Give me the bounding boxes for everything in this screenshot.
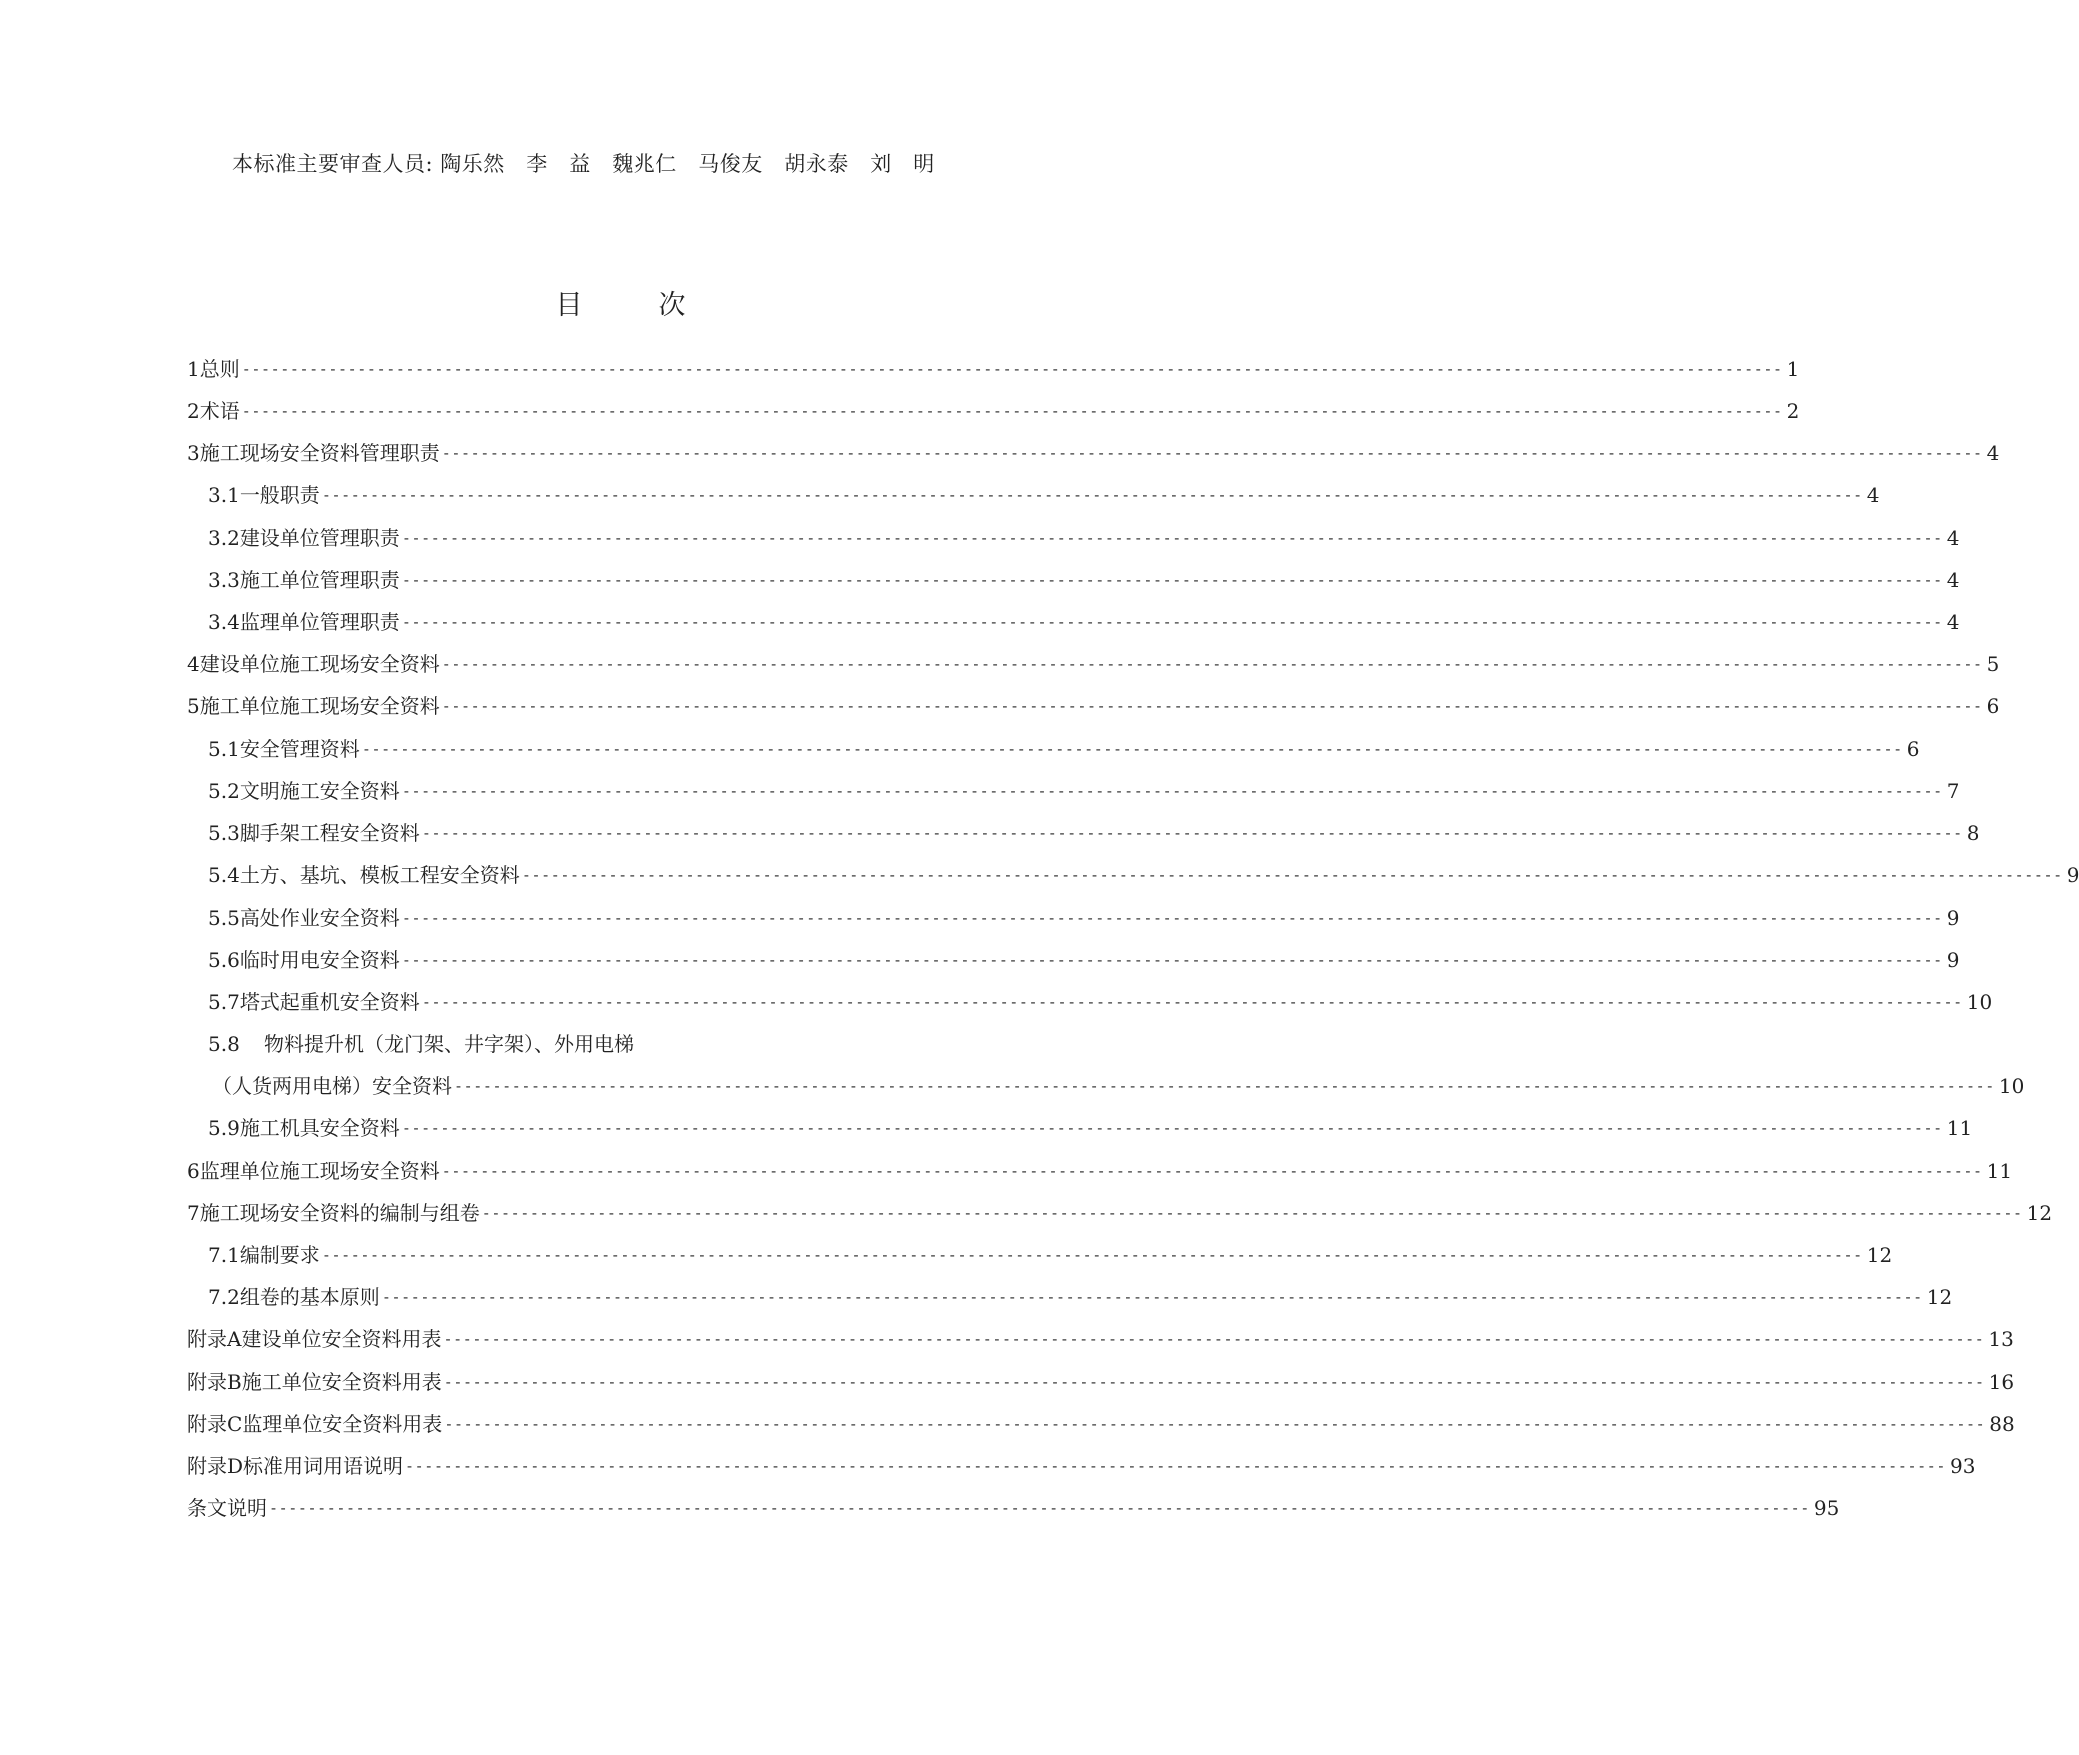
toc-entry-page: 2 <box>1786 399 1800 423</box>
toc-entry-label: 文明施工安全资料 <box>239 779 400 803</box>
toc-leader-dashes: ---------------------------------------------------------------------------------------------------------------------------------------------------------------- <box>401 613 1943 631</box>
toc-entry-number: 5.6 <box>208 948 240 972</box>
toc-leader-dashes: ---------------------------------------------------------------------------------------------------------------------------------------------------------------- <box>401 909 1943 927</box>
toc-leader-dashes: ---------------------------------------------------------------------------------------------------------------------------------------------------------------- <box>441 655 1983 673</box>
toc-entry-page: 4 <box>1866 483 1880 507</box>
toc-entry-label: 施工现场安全资料的编制与组卷 <box>199 1201 480 1225</box>
toc-entry-page: 10 <box>1998 1074 2025 1098</box>
toc-leader-dashes: ---------------------------------------------------------------------------------------------------------------------------------------------------------------- <box>441 1162 1983 1180</box>
toc-entry-page: 11 <box>1946 1116 1973 1140</box>
toc-leader-dashes: ---------------------------------------------------------------------------------------------------------------------------------------------------------------- <box>401 951 1943 969</box>
toc-entry[interactable] <box>187 649 2000 679</box>
toc-entry[interactable] <box>208 523 1960 553</box>
toc-entry-number: 5.4 <box>208 863 240 887</box>
toc-title-char-1: 目 <box>555 290 583 321</box>
toc-entry-number: 5.1 <box>208 737 240 761</box>
toc-entry-page: 4 <box>1946 610 1960 634</box>
toc-entry-number: 7 <box>187 1201 200 1225</box>
toc-leader-dashes: ---------------------------------------------------------------------------------------------------------------------------------------------------------------- <box>444 1415 1986 1433</box>
toc-entry-number: 4 <box>187 652 200 676</box>
toc-entry[interactable] <box>187 438 2000 468</box>
toc-entry-page: 6 <box>1986 694 2000 718</box>
toc-entry-page: 9 <box>2066 863 2079 887</box>
toc-entry-page: 4 <box>1986 441 2000 465</box>
toc-entry-label: 塔式起重机安全资料 <box>239 990 420 1014</box>
toc-entry-page: 93 <box>1949 1454 1976 1478</box>
toc-entry[interactable] <box>208 818 1980 848</box>
toc-entry[interactable] <box>208 987 1993 1017</box>
toc-entry[interactable] <box>208 776 1960 806</box>
toc-entry[interactable] <box>208 903 1960 933</box>
toc-entry-page: 13 <box>1988 1327 2014 1351</box>
toc-leader-dashes: ---------------------------------------------------------------------------------------------------------------------------------------------------------------- <box>421 824 1963 842</box>
toc-entry-page: 4 <box>1946 526 1960 550</box>
toc-entry-page: 95 <box>1813 1496 1840 1520</box>
toc-entry-number: 6 <box>187 1159 200 1183</box>
toc-entry[interactable] <box>187 1409 2015 1439</box>
toc-entry-number: 5.5 <box>208 906 240 930</box>
toc-entry-number: 3.2 <box>208 526 240 550</box>
toc-entry-label: 建设单位管理职责 <box>239 526 400 550</box>
toc-entry-label: 物料提升机（龙门架、井字架）、外用电梯 <box>264 1032 634 1056</box>
toc-entry-number: 附录B <box>187 1370 242 1394</box>
toc-entry[interactable] <box>208 480 1880 510</box>
toc-leader-dashes: ---------------------------------------------------------------------------------------------------------------------------------------------------------------- <box>401 1119 1943 1137</box>
toc-entry-label: 临时用电安全资料 <box>239 948 400 972</box>
toc-leader-dashes: ---------------------------------------------------------------------------------------------------------------------------------------------------------------- <box>321 1246 1863 1264</box>
toc-leader-dashes: ---------------------------------------------------------------------------------------------------------------------------------------------------------------- <box>401 782 1943 800</box>
toc-entry[interactable] <box>187 1324 2014 1354</box>
toc-leader-dashes: ---------------------------------------------------------------------------------------------------------------------------------------------------------------- <box>401 529 1943 547</box>
toc-entry-page: 6 <box>1906 737 1920 761</box>
toc-entry-label: 监理单位施工现场安全资料 <box>199 1159 440 1183</box>
toc-entry-label: 标准用词用语说明 <box>243 1454 404 1478</box>
toc-leader-dashes: ---------------------------------------------------------------------------------------------------------------------------------------------------------------- <box>443 1330 1985 1348</box>
toc-entry-page: 1 <box>1786 357 1800 381</box>
toc-entry[interactable] <box>208 565 1960 595</box>
toc-entry[interactable] <box>187 1451 1976 1481</box>
toc-entry-label: 高处作业安全资料 <box>239 906 400 930</box>
toc-entry-page: 10 <box>1966 990 1993 1014</box>
toc-entry-number: 7.2 <box>208 1285 240 1309</box>
toc-entry-number: 5.2 <box>208 779 240 803</box>
toc-entry-number: 2 <box>187 399 200 423</box>
toc-entry-number: 5.8 <box>208 1032 240 1056</box>
toc-entry-page: 11 <box>1986 1159 2013 1183</box>
toc-entry-page: 12 <box>2026 1201 2053 1225</box>
toc-entry-label: 术语 <box>199 399 240 423</box>
toc-entry-label: （人货两用电梯）安全资料 <box>212 1074 452 1098</box>
toc-entry-number: 附录D <box>187 1454 244 1478</box>
toc-entry[interactable] <box>187 1367 2015 1397</box>
toc-leader-dashes: ---------------------------------------------------------------------------------------------------------------------------------------------------------------- <box>241 360 1783 378</box>
toc-entry-page: 5 <box>1986 652 2000 676</box>
toc-entry[interactable] <box>208 945 1960 975</box>
toc-entry-label: 脚手架工程安全资料 <box>239 821 420 845</box>
toc-entry-number: 7.1 <box>208 1243 240 1267</box>
toc-entry-page: 12 <box>1866 1243 1893 1267</box>
toc-entry-label: 土方、基坑、模板工程安全资料 <box>239 863 520 887</box>
toc-entry[interactable] <box>187 1493 1840 1523</box>
toc-entry-label: 安全管理资料 <box>239 737 360 761</box>
toc-entry[interactable] <box>208 860 2079 890</box>
toc-entry-page: 16 <box>1988 1370 2015 1394</box>
toc-entry-page: 7 <box>1946 779 1960 803</box>
toc-leader-dashes: ---------------------------------------------------------------------------------------------------------------------------------------------------------------- <box>361 740 1903 758</box>
toc-entry[interactable] <box>187 1198 2053 1228</box>
toc-entry-label: 施工机具安全资料 <box>239 1116 400 1140</box>
toc-entry[interactable] <box>187 691 2000 721</box>
toc-entry-number: 1 <box>187 357 200 381</box>
toc-entry-number: 3 <box>187 441 200 465</box>
toc-entry[interactable] <box>208 1113 1973 1143</box>
toc-entry-number: 3.3 <box>208 568 240 592</box>
toc-entry-page: 8 <box>1966 821 1980 845</box>
toc-entry[interactable] <box>208 1282 1953 1312</box>
toc-entry-number: 5.3 <box>208 821 240 845</box>
toc-leader-dashes: ---------------------------------------------------------------------------------------------------------------------------------------------------------------- <box>401 571 1943 589</box>
toc-entry-page: 9 <box>1946 906 1960 930</box>
toc-entry-number: 5.7 <box>208 990 240 1014</box>
toc-leader-dashes: ---------------------------------------------------------------------------------------------------------------------------------------------------------------- <box>481 1204 2023 1222</box>
toc-leader-dashes: ---------------------------------------------------------------------------------------------------------------------------------------------------------------- <box>405 1457 1946 1475</box>
toc-entry[interactable] <box>187 396 1800 426</box>
toc-leader-dashes: ---------------------------------------------------------------------------------------------------------------------------------------------------------------- <box>441 444 1983 462</box>
toc-entry-label: 总则 <box>199 357 240 381</box>
toc-entry[interactable] <box>212 1071 2025 1101</box>
toc-entry-number: 5.9 <box>208 1116 240 1140</box>
toc-leader-dashes: ---------------------------------------------------------------------------------------------------------------------------------------------------------------- <box>521 866 2063 884</box>
toc-entry-label: 建设单位安全资料用表 <box>241 1327 442 1351</box>
toc-title-char-2: 次 <box>658 290 686 321</box>
toc-leader-dashes: ---------------------------------------------------------------------------------------------------------------------------------------------------------------- <box>443 1373 1985 1391</box>
toc-leader-dashes: ---------------------------------------------------------------------------------------------------------------------------------------------------------------- <box>241 402 1783 420</box>
toc-entry-label: 监理单位安全资料用表 <box>242 1412 443 1436</box>
toc-entry[interactable] <box>187 1156 2013 1186</box>
toc-entry-label: 条文说明 <box>187 1496 267 1520</box>
toc-entry-label: 编制要求 <box>239 1243 320 1267</box>
toc-entry-number: 附录C <box>187 1412 243 1436</box>
toc-entry-page: 12 <box>1926 1285 1953 1309</box>
toc-entry-label: 施工现场安全资料管理职责 <box>199 441 440 465</box>
toc-entry-label: 监理单位管理职责 <box>239 610 400 634</box>
toc-entry[interactable] <box>208 1240 1893 1270</box>
toc-entry-page: 9 <box>1946 948 1960 972</box>
toc-entry-page: 4 <box>1946 568 1960 592</box>
toc-leader-dashes: ---------------------------------------------------------------------------------------------------------------------------------------------------------------- <box>321 486 1863 504</box>
toc-entry-label: 施工单位管理职责 <box>239 568 400 592</box>
toc-entry-number: 附录A <box>187 1327 242 1351</box>
toc-entry-label: 施工单位施工现场安全资料 <box>199 694 440 718</box>
toc-entry-number: 3.4 <box>208 610 240 634</box>
toc-entry[interactable] <box>208 734 1920 764</box>
toc-entry-label: 一般职责 <box>239 483 320 507</box>
toc-entry-label: 施工单位安全资料用表 <box>241 1370 442 1394</box>
toc-entry-number: 5 <box>187 694 200 718</box>
toc-entry[interactable] <box>208 1029 943 1059</box>
toc-entry-number: 3.1 <box>208 483 240 507</box>
toc-leader-dashes: ---------------------------------------------------------------------------------------------------------------------------------------------------------------- <box>421 993 1963 1011</box>
toc-entry-label: 组卷的基本原则 <box>239 1285 380 1309</box>
toc-entry-label: 建设单位施工现场安全资料 <box>199 652 440 676</box>
reviewers-line: 本标准主要审查人员: 陶乐然 李 益 魏兆仁 马俊友 胡永泰 刘 明 <box>232 152 935 176</box>
toc-entry[interactable] <box>187 354 1800 384</box>
toc-leader-dashes: ---------------------------------------------------------------------------------------------------------------------------------------------------------------- <box>441 697 1983 715</box>
toc-leader-dashes: ---------------------------------------------------------------------------------------------------------------------------------------------------------------- <box>269 1499 1810 1517</box>
toc-leader-dashes: ---------------------------------------------------------------------------------------------------------------------------------------------------------------- <box>454 1077 1995 1095</box>
toc-leader-dashes: ---------------------------------------------------------------------------------------------------------------------------------------------------------------- <box>381 1288 1923 1306</box>
toc-entry-page: 88 <box>1989 1412 2015 1436</box>
toc-entry[interactable] <box>208 607 1960 637</box>
